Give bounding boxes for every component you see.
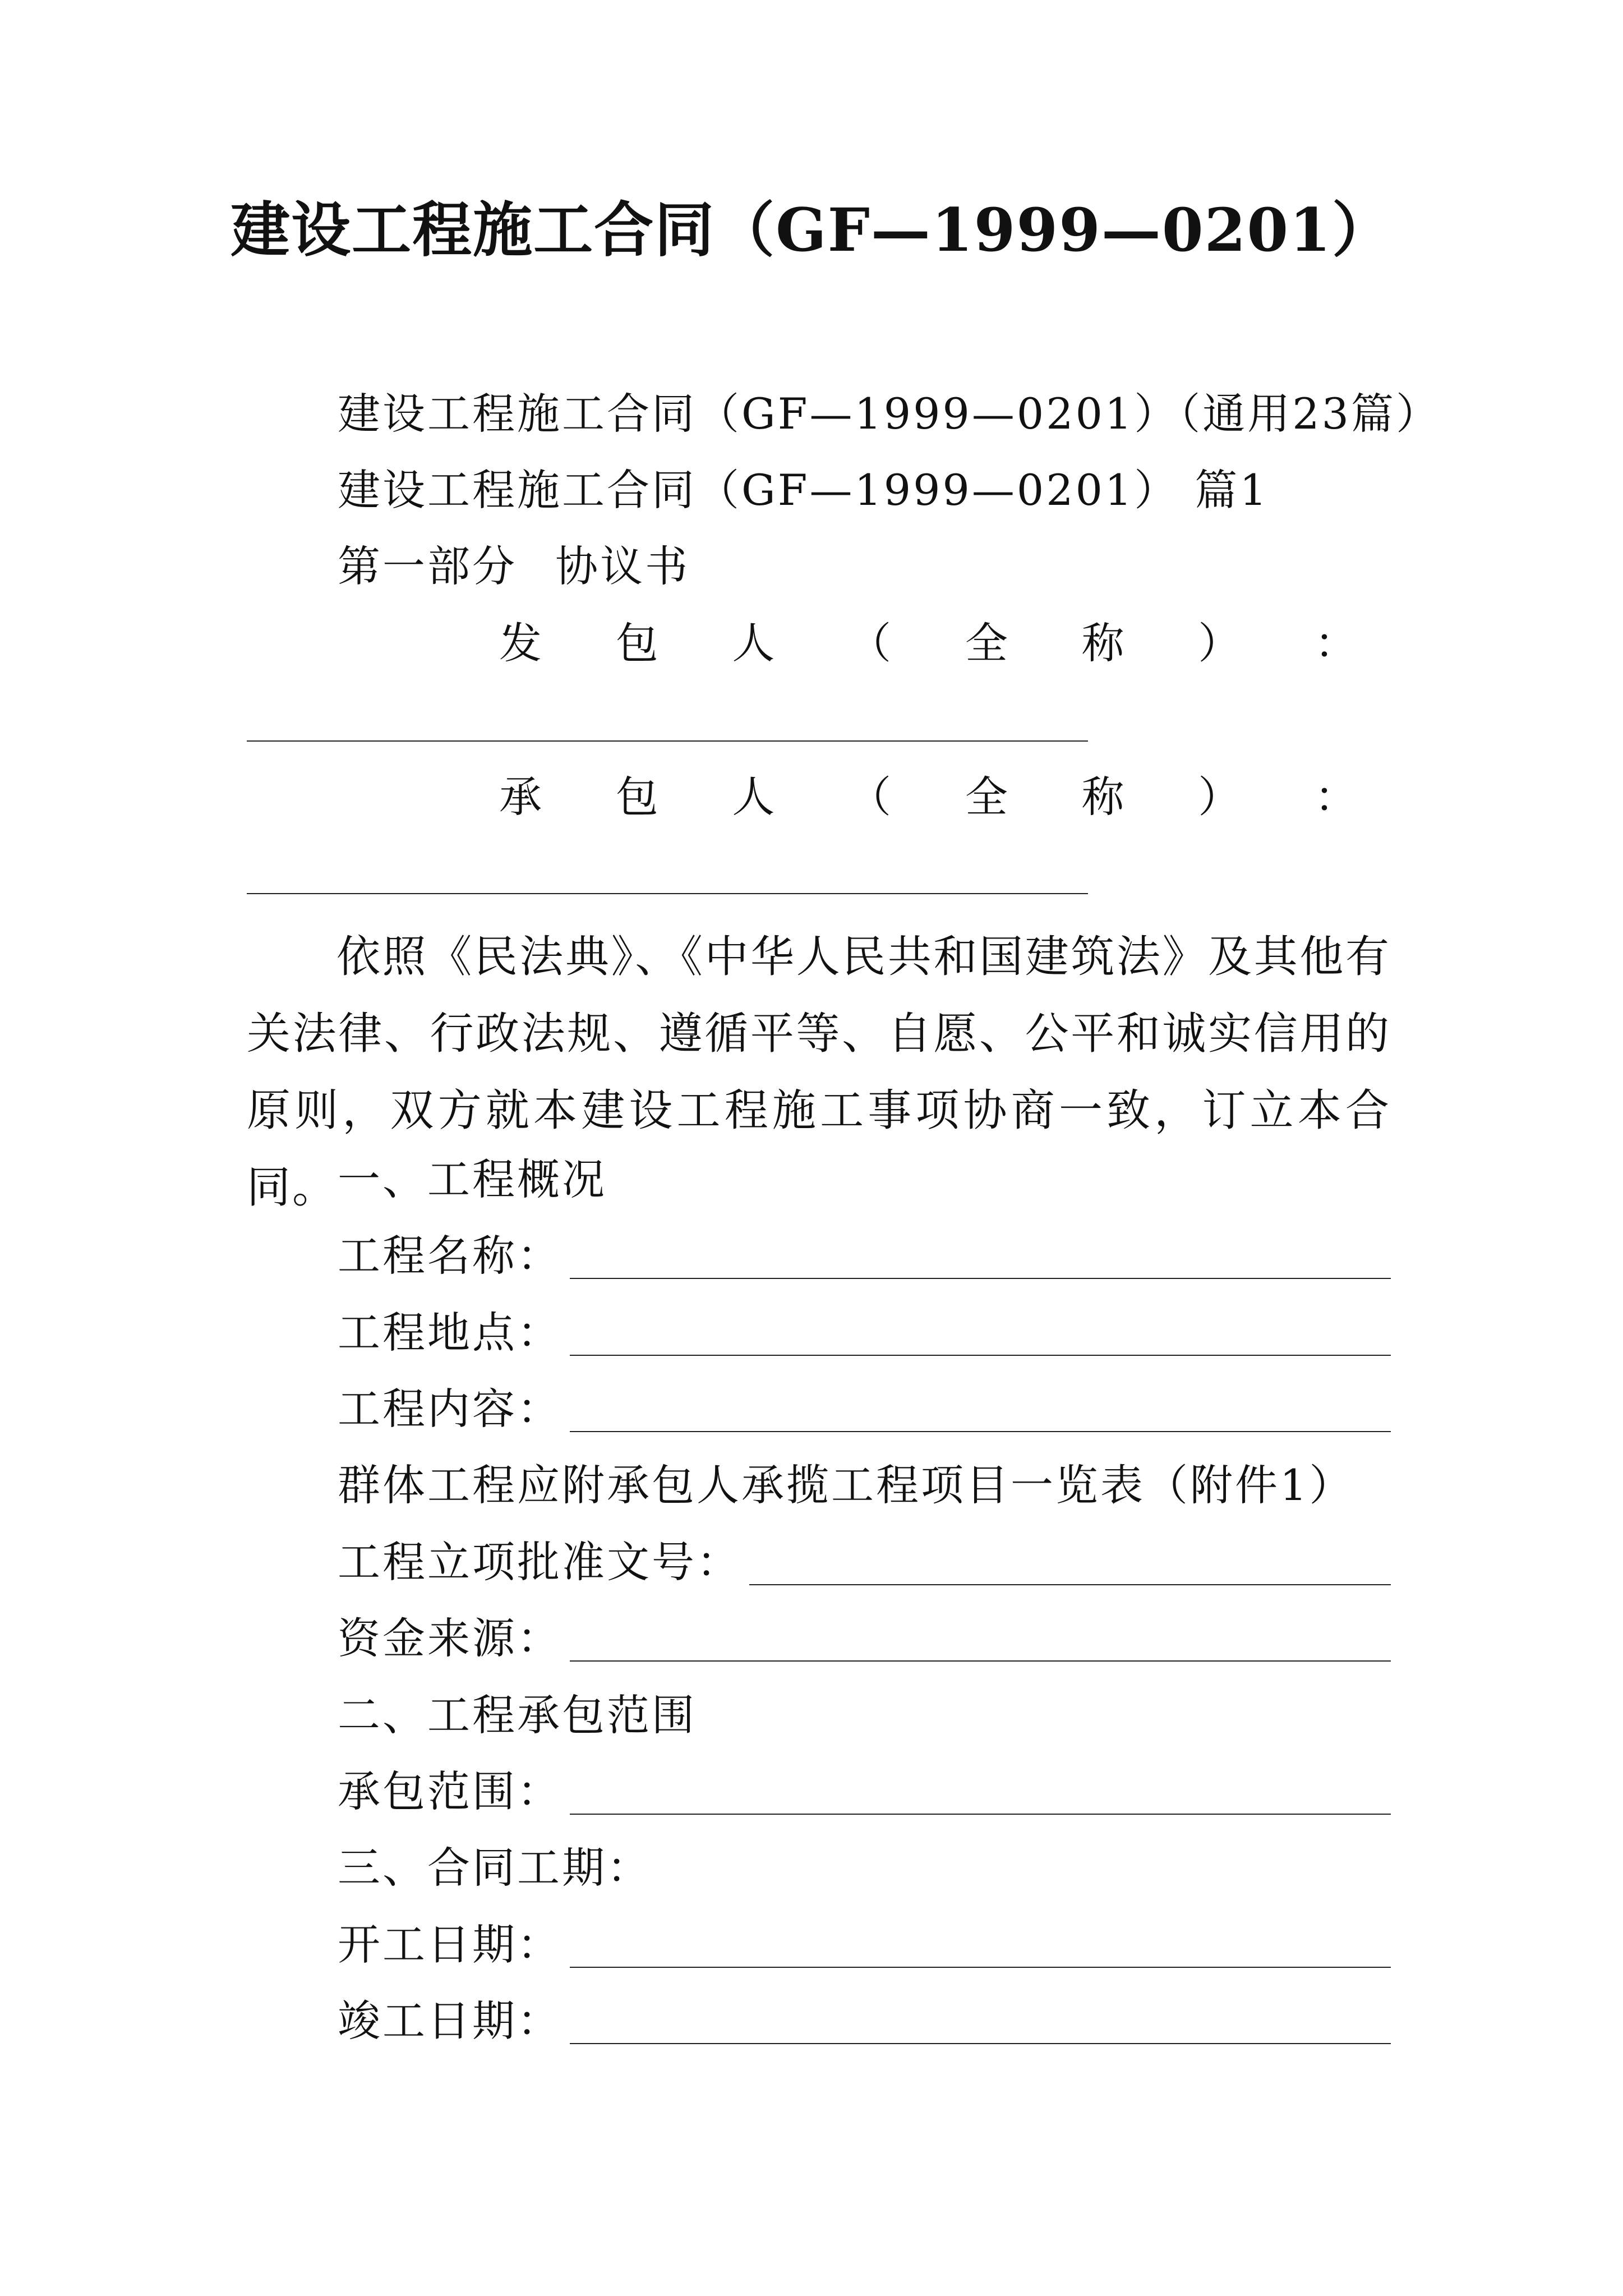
start-date-blank[interactable] <box>570 1967 1391 1968</box>
contractor-name-blank[interactable] <box>247 893 1088 894</box>
scope-field <box>338 1761 1391 1823</box>
contractor-char: 承 <box>499 772 542 822</box>
employer-char: （ <box>849 618 892 668</box>
start-date-field <box>338 1914 1391 1976</box>
contractor-char: 称 <box>1081 772 1124 822</box>
start-date-label: 开工日期： <box>338 1920 562 1970</box>
contractor-char: （ <box>849 772 892 822</box>
completion-date-blank[interactable] <box>570 2043 1391 2044</box>
scope-label: 承包范围： <box>338 1766 562 1816</box>
contractor-line <box>499 766 1357 828</box>
group-project-note: 群体工程应附承包人承揽工程项目一览表（附件1） <box>338 1460 1354 1510</box>
subtitle-line-2: 建设工程施工合同（GF—1999—0201） 篇1 <box>338 465 1269 515</box>
intro-paragraph: 依照《民法典》、《中华人民共和国建筑法》及其他有关法律、行政法规、遵循平等、自愿、公平和诚实信用的原则，双方就本建设工程施工事项协商一致，订立本合同。 <box>247 932 1391 1213</box>
approval-number-blank[interactable] <box>749 1584 1391 1585</box>
project-name-field <box>338 1225 1391 1287</box>
subtitle-line-1: 建设工程施工合同（GF—1999—0201）（通用23篇） <box>338 389 1441 439</box>
employer-char: 包 <box>615 618 658 668</box>
section-1-heading: 一、工程概况 <box>338 1154 607 1204</box>
contractor-char: 全 <box>965 772 1008 822</box>
project-location-blank[interactable] <box>570 1355 1391 1356</box>
document-title: 建设工程施工合同（GF—1999—0201） <box>230 195 1393 265</box>
funding-source-blank[interactable] <box>570 1660 1391 1662</box>
employer-char: 人 <box>732 618 775 668</box>
section-2-heading: 二、工程承包范围 <box>338 1690 697 1740</box>
employer-char: 全 <box>965 618 1008 668</box>
completion-date-label: 竣工日期： <box>338 1996 562 2046</box>
project-name-blank[interactable] <box>570 1278 1391 1279</box>
scope-blank[interactable] <box>570 1814 1391 1815</box>
funding-source-label: 资金来源： <box>338 1613 562 1663</box>
approval-number-field <box>338 1531 1391 1593</box>
contractor-char: 人 <box>732 772 775 822</box>
employer-line <box>499 613 1357 674</box>
employer-name-blank[interactable] <box>247 740 1088 742</box>
employer-char: 称 <box>1081 618 1124 668</box>
project-content-label: 工程内容： <box>338 1384 562 1434</box>
project-name-label: 工程名称： <box>338 1231 562 1281</box>
employer-char: ） <box>1198 618 1241 668</box>
project-content-blank[interactable] <box>570 1431 1391 1432</box>
project-location-field <box>338 1302 1391 1364</box>
part-heading: 第一部分 协议书 <box>338 541 690 591</box>
project-content-field <box>338 1378 1391 1440</box>
employer-char: 发 <box>499 618 542 668</box>
completion-date-field <box>338 1990 1391 2052</box>
project-location-label: 工程地点： <box>338 1308 562 1358</box>
approval-number-label: 工程立项批准文号： <box>338 1537 741 1587</box>
funding-source-field <box>338 1608 1391 1669</box>
section-3-heading: 三、合同工期： <box>338 1843 652 1893</box>
contractor-char: 包 <box>615 772 658 822</box>
employer-char: ： <box>1314 618 1357 668</box>
contractor-char: ： <box>1314 772 1357 822</box>
contractor-char: ） <box>1198 772 1241 822</box>
